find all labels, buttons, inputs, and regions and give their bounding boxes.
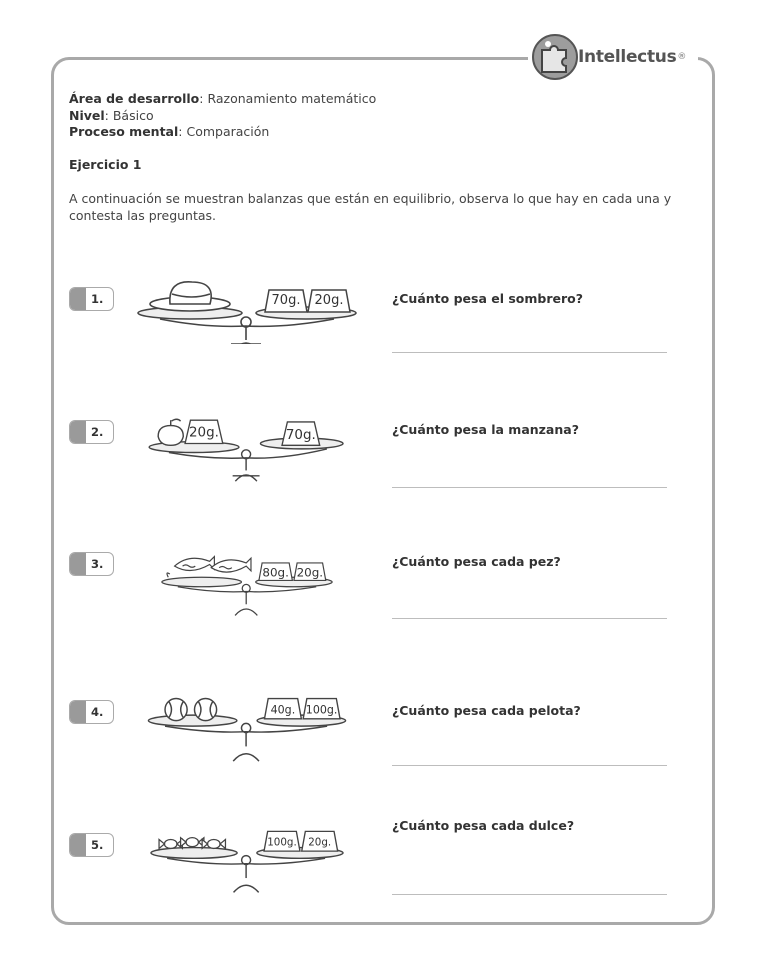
question-text: ¿Cuánto pesa cada pelota? <box>392 703 581 718</box>
question-text: ¿Cuánto pesa cada dulce? <box>392 818 575 833</box>
weight-block <box>264 831 300 851</box>
answer-line[interactable] <box>392 352 667 353</box>
svg-text:70g.: 70g. <box>285 428 316 444</box>
question-text: ¿Cuánto pesa la manzana? <box>392 422 579 437</box>
question-text: ¿Cuánto pesa el sombrero? <box>392 291 583 306</box>
weight-block <box>302 831 338 851</box>
balance-scale-2 <box>136 413 358 483</box>
svg-text:100g.: 100g. <box>305 703 338 717</box>
item-number-badge: 5. <box>69 833 114 857</box>
item-number-badge: 4. <box>69 700 114 724</box>
answer-line[interactable] <box>392 894 667 895</box>
svg-text:20g.: 20g. <box>314 293 344 308</box>
svg-text:70g.: 70g. <box>271 293 301 308</box>
weight-block <box>303 699 340 719</box>
weight-block <box>265 699 302 719</box>
candy-icon <box>159 839 182 848</box>
weight-block <box>185 420 223 443</box>
item-number-badge: 2. <box>69 420 114 444</box>
apple-icon <box>158 419 183 445</box>
ball-icon <box>195 699 217 721</box>
balance-scale-3 <box>136 547 358 617</box>
meta-line: Nivel: Básico <box>69 107 154 123</box>
answer-line[interactable] <box>392 765 667 766</box>
question-text: ¿Cuánto pesa cada pez? <box>392 554 561 569</box>
item-number-badge: 1. <box>69 287 114 311</box>
balance-scale-5 <box>136 826 358 896</box>
worksheet-frame <box>51 57 715 925</box>
weight-block <box>265 290 307 312</box>
puzzle-piece-icon <box>528 30 582 84</box>
hat-icon <box>150 282 230 311</box>
brand-name: Intellectus <box>578 47 677 67</box>
svg-text:20g.: 20g. <box>188 425 219 441</box>
fish-icon <box>211 558 251 572</box>
meta-line: Proceso mental: Comparación <box>69 124 270 139</box>
answer-line[interactable] <box>392 618 667 619</box>
worksheet-meta <box>69 91 376 141</box>
balance-scale-1 <box>136 274 358 344</box>
fish-icon <box>167 557 214 578</box>
svg-text:100g.: 100g. <box>267 836 297 849</box>
weight-block <box>259 563 292 581</box>
intellectus-logo <box>528 30 698 84</box>
svg-text:20g.: 20g. <box>296 565 324 580</box>
weight-block <box>308 290 350 312</box>
exercise-title: Ejercicio 1 <box>69 157 142 172</box>
weight-block <box>294 563 326 581</box>
balance-scale-4 <box>136 693 358 763</box>
answer-line[interactable] <box>392 487 667 488</box>
registered-mark: ® <box>677 52 687 62</box>
svg-text:80g.: 80g. <box>262 565 289 580</box>
meta-line: Área de desarrollo: Razonamiento matemático <box>69 91 377 106</box>
svg-text:20g.: 20g. <box>308 836 332 849</box>
candy-icon <box>181 838 204 847</box>
ball-icon <box>165 699 187 721</box>
weight-block <box>282 422 320 445</box>
exercise-instructions: A continuación se muestran balanzas que están en equilibrio, observa lo que hay en cada una y contesta las preguntas. <box>69 191 672 223</box>
item-number-badge: 3. <box>69 552 114 576</box>
svg-text:40g.: 40g. <box>270 703 296 717</box>
